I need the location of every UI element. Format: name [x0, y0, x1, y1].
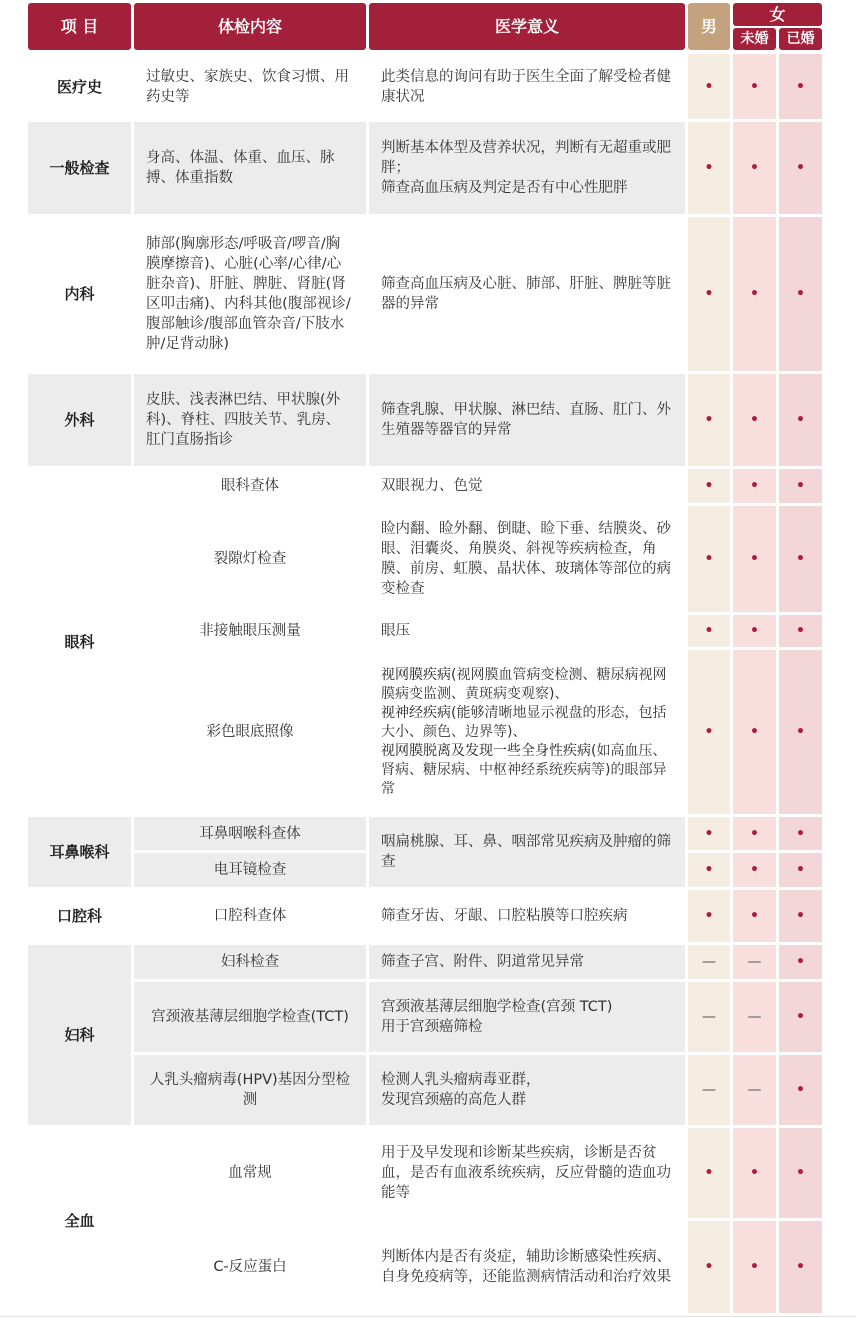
mark-unmarried: •: [733, 1221, 776, 1313]
mark-married: •: [779, 1128, 822, 1218]
item-eye-exam: 眼科查体: [134, 469, 366, 503]
meaning-gyn-exam: 筛查子宫、附件、阴道常见异常: [369, 945, 685, 979]
category-medical-history: 医疗史: [28, 54, 131, 119]
meaning-dental: 筛查牙齿、牙龈、口腔粘膜等口腔疾病: [369, 890, 685, 942]
fundus-meaning-text: [381, 666, 673, 799]
item-slit-lamp: 裂隙灯检查: [134, 506, 366, 612]
mark-married: •: [779, 650, 822, 814]
mark-unmarried: •: [733, 1128, 776, 1218]
mark-unmarried: •: [733, 54, 776, 119]
mark-married: •: [779, 890, 822, 942]
item-tct: 宫颈液基薄层细胞学检查(TCT): [134, 982, 366, 1052]
mark-unmarried: —: [733, 1055, 776, 1125]
meaning-blood-routine: 用于及早发现和诊断某些疾病，诊断是否贫血，是否有血液系统疾病，反应骨髓的造血功能等: [369, 1128, 685, 1218]
meaning-internal: 筛查高血压病及心脏、肺部、肝脏、脾脏等脏器的异常: [369, 217, 685, 371]
mark-male: •: [688, 1221, 730, 1313]
fundus-retina-title: 视网膜疾病: [381, 666, 451, 683]
item-fundus-photo: 彩色眼底照像: [134, 650, 366, 814]
mark-married: •: [779, 122, 822, 214]
meaning-hpv: 检测人乳头瘤病毒亚群， 发现宫颈癌的高危人群: [369, 1055, 685, 1125]
item-general: 身高、体温、体重、血压、脉搏、体重指数: [134, 122, 366, 214]
mark-unmarried: •: [733, 853, 776, 887]
item-ent-exam: 耳鼻咽喉科查体: [134, 817, 366, 850]
item-tonometry: 非接触眼压测量: [134, 615, 366, 647]
mark-male: —: [688, 982, 730, 1052]
mark-unmarried: •: [733, 217, 776, 371]
fundus-optic-detail: (能够清晰地显示视盘的形态，包括大小、颜色、边界等)、: [381, 704, 667, 740]
mark-male: •: [688, 374, 730, 466]
meaning-medical-history: 此类信息的询问有助于医生全面了解受检者健康状况: [369, 54, 685, 119]
fundus-retina-detail: (视网膜血管病变检测、糖尿病视网膜病变监测、黄斑病变观察)、: [381, 666, 667, 702]
fundus-optic-title: 视神经疾病: [381, 704, 451, 721]
item-dental-exam: 口腔科查体: [134, 890, 366, 942]
mark-male: •: [688, 650, 730, 814]
fundus-systemic-title: 视网膜脱离及发现一些全身性疾病: [381, 742, 591, 759]
category-internal: 内科: [28, 217, 131, 371]
item-crp: C-反应蛋白: [134, 1221, 366, 1313]
category-surgery: 外科: [28, 374, 131, 466]
mark-unmarried: •: [733, 817, 776, 850]
mark-male: •: [688, 122, 730, 214]
mark-married: •: [779, 1221, 822, 1313]
mark-unmarried: •: [733, 469, 776, 503]
mark-male: •: [688, 469, 730, 503]
meaning-general: 判断基本体型及营养状况，判断有无超重或肥胖； 筛查高血压病及判定是否有中心性肥胖: [369, 122, 685, 214]
mark-married: •: [779, 1055, 822, 1125]
category-gynecology: 妇科: [28, 945, 131, 1125]
mark-married: •: [779, 615, 822, 647]
fundus-systemic-detail: (如高血压、肾病、糖尿病、中枢神经系统疾病等)的眼部异常: [381, 742, 667, 797]
meaning-fundus-photo: [369, 650, 685, 814]
meaning-eye-exam: 双眼视力、色觉: [369, 469, 685, 503]
mark-unmarried: —: [733, 945, 776, 979]
category-blood: 全血: [28, 1128, 131, 1313]
mark-married: •: [779, 469, 822, 503]
mark-male: •: [688, 1128, 730, 1218]
mark-unmarried: •: [733, 615, 776, 647]
mark-unmarried: •: [733, 506, 776, 612]
mark-married: •: [779, 817, 822, 850]
mark-male: •: [688, 54, 730, 119]
item-internal: 肺部(胸廓形态/呼吸音/啰音/胸膜摩擦音)、心脏(心率/心律/心脏杂音)、肝脏、脾脏、肾脏(肾区叩击痛)、内科其他(腹部视诊/腹部触诊/腹部血管杂音/下肢水肿/足背动脉): [134, 217, 366, 371]
meaning-slit-lamp: 睑内翻、睑外翻、倒睫、睑下垂、结膜炎、砂眼、泪囊炎、角膜炎、斜视等疾病检查，角膜、前房、虹膜、晶状体、玻璃体等部位的病变检查: [369, 506, 685, 612]
header-male: 男: [688, 3, 730, 50]
mark-unmarried: •: [733, 890, 776, 942]
category-ent: 耳鼻喉科: [28, 817, 131, 887]
mark-male: —: [688, 1055, 730, 1125]
mark-married: •: [779, 982, 822, 1052]
meaning-crp: 判断体内是否有炎症，辅助诊断感染性疾病、自身免疫病等，还能监测病情活动和治疗效果: [369, 1221, 685, 1313]
category-general: 一般检查: [28, 122, 131, 214]
item-medical-history: 过敏史、家族史、饮食习惯、用药史等: [134, 54, 366, 119]
header-content: 体检内容: [134, 3, 366, 50]
header-meaning: 医学意义: [369, 3, 685, 50]
meaning-tct: 宫颈液基薄层细胞学检查(宫颈 TCT) 用于宫颈癌筛检: [369, 982, 685, 1052]
mark-married: •: [779, 853, 822, 887]
mark-unmarried: •: [733, 122, 776, 214]
bottom-rule: [0, 1316, 856, 1317]
item-otoscope: 电耳镜检查: [134, 853, 366, 887]
mark-unmarried: •: [733, 374, 776, 466]
item-hpv: 人乳头瘤病毒(HPV)基因分型检测: [134, 1055, 366, 1125]
category-dental: 口腔科: [28, 890, 131, 942]
mark-male: •: [688, 217, 730, 371]
item-gyn-exam: 妇科检查: [134, 945, 366, 979]
mark-married: •: [779, 945, 822, 979]
meaning-ent: 咽扁桃腺、耳、鼻、咽部常见疾病及肿瘤的筛查: [369, 817, 685, 887]
item-surgery: 皮肤、浅表淋巴结、甲状腺(外科)、脊柱、四肢关节、乳房、肛门直肠指诊: [134, 374, 366, 466]
mark-married: •: [779, 374, 822, 466]
mark-unmarried: —: [733, 982, 776, 1052]
meaning-tonometry: 眼压: [369, 615, 685, 647]
mark-unmarried: •: [733, 650, 776, 814]
mark-male: —: [688, 945, 730, 979]
header-project: 项 目: [28, 3, 131, 50]
mark-married: •: [779, 217, 822, 371]
mark-male: •: [688, 817, 730, 850]
mark-male: •: [688, 853, 730, 887]
mark-male: •: [688, 890, 730, 942]
mark-married: •: [779, 54, 822, 119]
header-married: 已婚: [779, 28, 822, 50]
mark-male: •: [688, 615, 730, 647]
item-blood-routine: 血常规: [134, 1128, 366, 1218]
mark-married: •: [779, 506, 822, 612]
header-female: 女: [733, 3, 822, 26]
header-unmarried: 未婚: [733, 28, 776, 50]
category-ophthalmology: 眼科: [28, 469, 131, 814]
meaning-surgery: 筛查乳腺、甲状腺、淋巴结、直肠、肛门、外生殖器等器官的异常: [369, 374, 685, 466]
mark-male: •: [688, 506, 730, 612]
